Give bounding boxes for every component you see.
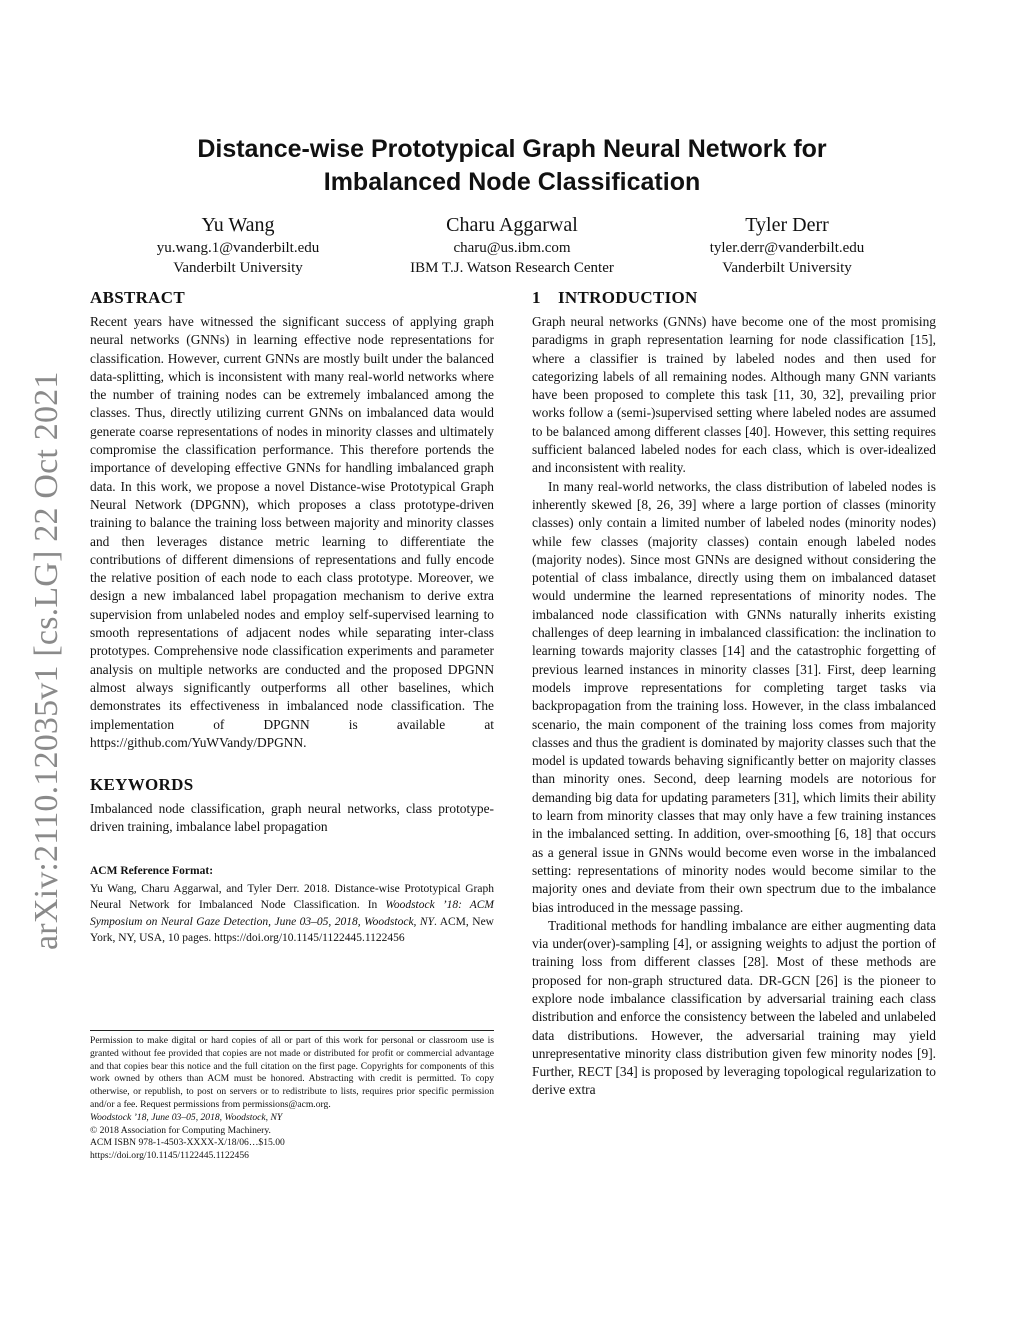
permission-doi[interactable]: https://doi.org/10.1145/1122445.1122456 [90, 1150, 249, 1162]
author-affiliation: Vanderbilt University [173, 260, 303, 276]
acm-reference-part2: . ACM, New York, NY, USA, 10 pages. https://doi.org/10.1145/1122445.1122456 [90, 915, 494, 945]
introduction-heading [532, 287, 936, 309]
title-line-1: Distance-wise Prototypical Graph Neural Network for [197, 135, 827, 163]
keywords-heading: KEYWORDS [90, 775, 194, 795]
acm-reference-part1: Yu Wang, Charu Aggarwal, and Tyler Derr. 2018. Distance-wise Prototypical Graph Neural Network for Imbalanced Node Classification. In [90, 882, 494, 912]
arxiv-stamp-text: arXiv:2110.12035v1 [cs.LG] 22 Oct 2021 [28, 371, 65, 950]
permission-block [90, 1030, 494, 1163]
author-affiliation: IBM T.J. Watson Research Center [410, 260, 614, 276]
abstract-heading: ABSTRACT [90, 288, 185, 307]
permission-divider [90, 1030, 494, 1031]
permission-copyright: © 2018 Association for Computing Machinery. [90, 1124, 271, 1136]
left-column [90, 287, 494, 947]
permission-venue: Woodstock ’18, June 03–05, 2018, Woodstock, NY [90, 1111, 283, 1123]
acm-reference-venue: Woodstock ’18: ACM Symposium on Neural Gaze Detection, June 03–05, 2018, Woodstock, NY [90, 899, 494, 928]
acm-reference-label: ACM Reference Format: [90, 864, 214, 877]
keywords-text: Imbalanced node classification, graph neural networks, class prototype-driven training, imbalance label propagation [90, 801, 494, 835]
permission-isbn: ACM ISBN 978-1-4503-XXXX-X/18/06…$15.00 [90, 1137, 285, 1149]
intro-paragraph-3: Traditional methods for handling imbalance are either augmenting data via under(over)-sampling [4], or assigning weights to adjust the portion of training loss from different classes [28]. Most of these methods are proposed for non-graph structured data. DR-GCN [26] is the pioneer to explore node imbalance classification by adversarial training each class distribution and enforce the consistency between the labeled and unlabeled data distributions. However, the adversarial training may yield unrepresentative minority class distribution given few minority nodes [9]. Further, RECT [34] is proposed by leveraging topological regularization to derive extra [532, 917, 936, 1098]
paper-title [100, 133, 924, 199]
author-block [108, 212, 368, 278]
section-number: 1 [532, 288, 541, 307]
author-email[interactable]: tyler.derr@vanderbilt.edu [709, 240, 865, 256]
author-email[interactable]: yu.wang.1@vanderbilt.edu [156, 240, 320, 256]
author-name: Charu Aggarwal [446, 214, 578, 236]
author-block [382, 212, 642, 278]
author-affiliation: Vanderbilt University [722, 260, 852, 276]
arxiv-stamp [28, 360, 68, 950]
abstract-text: Recent years have witnessed the significant success of applying graph neural networks (GNNs) in learning effective node representations for classification. However, current GNNs are mostly built under the balanced data-splitting, which is inconsistent with many real-world networks where the number of training nodes can be extremely imbalanced among the classes. Thus, directly utilizing current GNNs on imbalanced data would generate coarse representations of nodes in minority classes and ultimately compromise the classification performance. This therefore portends the importance of developing effective GNNs for handling imbalanced graph data. In this work, we propose a novel Distance-wise Prototypical Graph Neural Network (DPGNN), which proposes a class prototype-driven training to balance the training loss between majority and minority classes and then leverages distance metric learning to differentiate the contributions of different dimensions of representations and fully encode the relative position of each node to each class prototype. Moreover, we design a new imbalanced label propagation mechanism to derive extra supervision from unlabeled nodes and employ self-supervised learning to smooth representations of adjacent nodes while separating inter-class prototypes. Comprehensive node classification experiments and parameter analysis on multiple networks are conducted and the proposed DPGNN almost always significantly outperforms all other baselines, which demonstrates its effectiveness in imbalanced node classification. The implementation of DPGNN is available at https://github.com/YuWVandy/DPGNN. [90, 314, 494, 750]
permission-text: Permission to make digital or hard copies of all or part of this work for personal or classroom use is granted without fee provided that copies are not made or distributed for profit or commercial advantage and that copies bear this notice and the full citation on the first page. Copyrights for components of this work owned by others than ACM must be honored. Abstracting with credit is permitted. To copy otherwise, or republish, to post on servers or to redistribute to lists, requires prior specific permission and/or a fee. Request permissions from permissions@acm.org. [90, 1035, 494, 1110]
title-line-2: Imbalanced Node Classification [323, 168, 701, 196]
author-email[interactable]: charu@us.ibm.com [453, 240, 571, 256]
author-block [657, 212, 917, 278]
right-column [532, 287, 936, 1100]
intro-paragraph-1: Graph neural networks (GNNs) have become one of the most promising paradigms in graph representation learning for node classification [15], where a classifier is trained by labeled nodes and then used for categorizing labels of all remaining nodes. Although many GNN variants have been proposed to complete this task [11, 30, 32], prevailing prior works follow a (semi-)supervised setting where labeled nodes are assumed to be balanced among different classes [40]. However, this setting requires sufficient balanced labeled nodes for each class, which is over-idealized and inconsistent with reality. [532, 314, 936, 476]
section-title: INTRODUCTION [558, 288, 698, 307]
acm-reference-text [90, 881, 494, 947]
intro-paragraph-2: In many real-world networks, the class distribution of labeled nodes is inherently skewed [8, 26, 39] where a large portion of classes (minority classes) only contain a limited number of labeled nodes (minority nodes) while few classes (majority classes) contain enough labeled nodes (majority nodes). Since most GNNs are designed without considering the potential of class imbalance, directly using them on imbalanced dataset would undermine the learned representations of minority nodes. The imbalanced node classification with GNNs naturally inherits existing challenges of deep learning in imbalanced classification: the inclination to learning towards majority classes [14] and the catastrophic forgetting of previous learned instances in minority classes [31]. First, deep learning models improve representations for completing target tasks via backpropagation from the training loss. However, in the class imbalanced scenario, the main component of the training loss comes from majority classes and thus the gradient is dominated by majority classes such that the model is updated towards behaving significantly better on majority classes than minority ones. Second, deep learning models are notorious for demanding big data for updating parameters [31], which limits their ability to learn from minority classes that may only have a few training instances in the imbalanced setting. In addition, over-smoothing [6, 18] that occurs as a general issue in GNNs would become even worse in the imbalanced setting: representations of minority nodes would become similar to the majority ones and deviate from their own spectrum due to the imbalance bias introduced in the message passing. [532, 478, 936, 915]
author-name: Yu Wang [201, 214, 275, 236]
author-name: Tyler Derr [745, 214, 829, 236]
